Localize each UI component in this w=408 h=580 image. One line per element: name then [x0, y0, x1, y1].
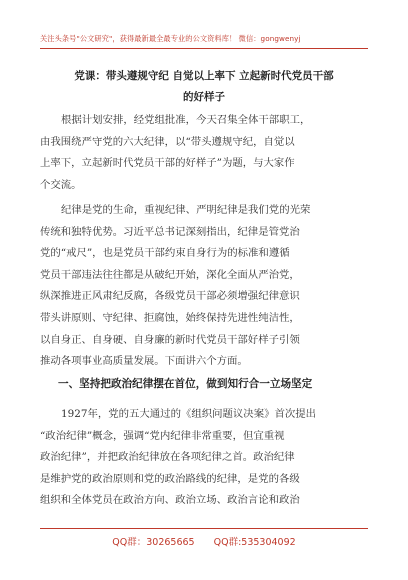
paragraph-line: 党的“戒尺”，也是党员干部约束自身行为的标准和遵循: [40, 247, 290, 260]
paragraph-line: 上率下，立起新时代党员干部的好样子”为题，与大家作: [40, 157, 295, 170]
footer-divider: [40, 528, 368, 529]
paragraph-1: [40, 110, 368, 196]
paragraph-line: 1927年，党的五大通过的《组织问题议决案》首次提出: [61, 408, 317, 420]
header-divider: [40, 48, 368, 49]
paragraph-line: 组织和全体党员在政治方向、政治立场、政治言论和政治: [40, 494, 300, 507]
paragraph-line: 纪律是党的生命，重视纪律、严明纪律是我们党的光荣: [61, 204, 311, 216]
paragraph-line: 个交流。: [40, 178, 82, 191]
header-banner: 关注头条号"公文研究"，获得最新最全最专业的公文资料库！ 微信：gongwenyj: [40, 34, 301, 43]
footer-qq-group-2: QQ群:535304092: [213, 537, 296, 548]
paragraph-line: 党员干部违法往往都是从破纪开始，深化全面从严治党，: [40, 268, 300, 281]
paragraph-line: 政治纪律”，并把政治纪律放在各项纪律之首。政治纪律: [40, 451, 295, 464]
paragraph-line: “政治纪律”概念，强调“党内纪律非常重要，但宜重视: [40, 429, 285, 442]
section-paragraph: [40, 404, 368, 512]
section-heading: 一、坚持把政治纪律摆在首位，做到知行合一立场坚定: [58, 378, 313, 390]
paragraph-line: 带头讲原则、守纪律、拒腐蚀，始终保持先进性纯洁性，: [40, 311, 300, 324]
footer: [0, 534, 408, 548]
footer-qq-group-1: QQ群：30265665: [112, 537, 195, 548]
paragraph-line: 是维护党的政治原则和党的政治路线的纪律，是党的各级: [40, 472, 300, 485]
paragraph-2: [40, 200, 368, 373]
document-title-line-2: 的好样子: [183, 91, 225, 103]
paragraph-line: 以自身正、自身硬、自身廉的新时代党员干部好样子引领: [40, 333, 300, 346]
paragraph-line: 推动各项事业高质量发展。下面讲六个方面。: [40, 355, 248, 368]
paragraph-line: 由我围绕严守党的六大纪律，以“带头遵规守纪，自觉以: [40, 135, 295, 148]
paragraph-line: 纵深推进正风肃纪反腐，各级党员干部必须增强纪律意识: [40, 290, 300, 303]
document-title-line-1: 党课：带头遵规守纪 自觉以上率下 立起新时代党员干部: [74, 70, 334, 82]
paragraph-line: 根据计划安排，经党组批准，今天召集全体干部职工，: [61, 114, 311, 126]
paragraph-line: 传统和独特优势。习近平总书记深刻指出，纪律是管党治: [40, 225, 300, 238]
